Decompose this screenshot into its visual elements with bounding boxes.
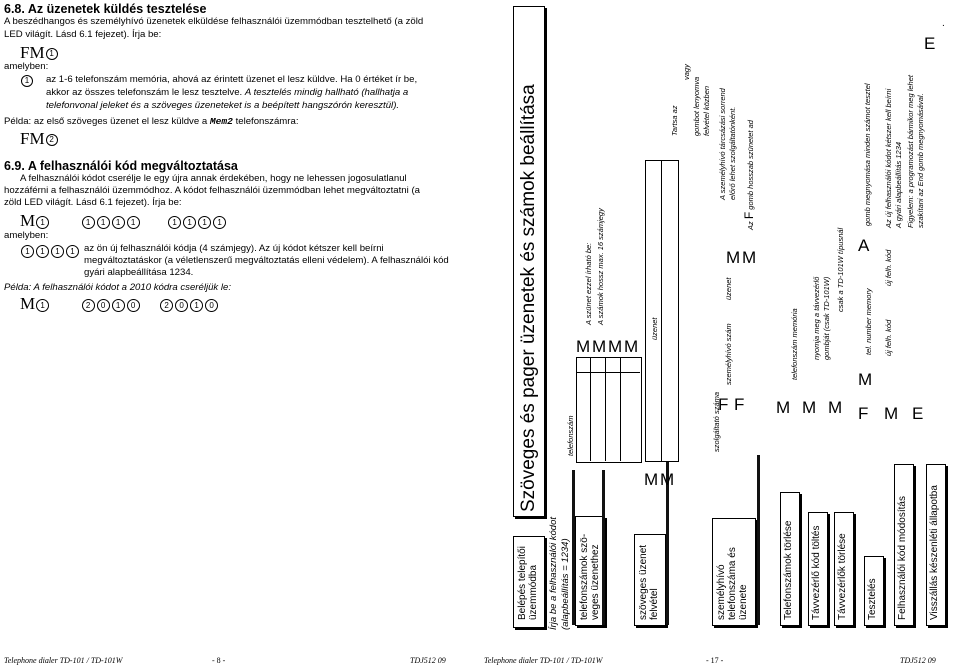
box-testing-label: Tesztelés — [867, 578, 878, 620]
key-m-del: M — [776, 398, 791, 417]
s68-item-line3: telefonvonal jeleket és a szöveges üzeneteket is a beépített hangszórón keresztül). — [46, 100, 400, 111]
s69-d1: az ön új felhasználói kódja (4 számjegy). Az új kódot kétszer kell beírni — [84, 243, 384, 254]
s69-d3: gyári alapbeállítása 1234. — [84, 267, 194, 278]
right-footer-title: Telephone dialer TD-101 / TD-101W — [484, 656, 603, 665]
legend-digit: 1 — [21, 245, 34, 258]
box-user-code-label: Felhasználói kód módosítás — [897, 496, 908, 620]
label-tartsa-3: gombot lenyomva — [692, 76, 701, 136]
label-f-key: F — [742, 211, 756, 220]
s69-p1: A felhasználói kódot cserélje le egy újra annak érdekében, hogy ne lehessen jogosulatlanul — [20, 173, 407, 184]
s68-example — [4, 116, 299, 129]
label-szemely-2: előrő lehet szolgáltatónként. — [728, 106, 737, 200]
s69-example-code — [20, 294, 219, 314]
ex-code-digit: 0 — [175, 299, 188, 312]
key-m-remote-del: M — [828, 398, 843, 417]
key-m-pager1: M — [726, 248, 741, 267]
label-tartsa-1: Tartsa az — [670, 105, 679, 136]
key-m-row2: M — [592, 337, 607, 356]
code-m-change — [20, 211, 227, 231]
section-6-9-title: 6.9. A felhasználói kód megváltoztatása — [4, 159, 238, 173]
label-szolgaltato: szolgáltató száma — [712, 391, 721, 452]
label-szemelyhivo: személyhívó szám — [724, 323, 733, 385]
message-grid-2 — [661, 160, 679, 462]
s68-item-line2 — [46, 87, 408, 100]
label-az-f — [742, 120, 756, 230]
ex-m-letter: M — [20, 294, 36, 313]
key-m-pager2: M — [742, 248, 757, 267]
grid-line — [576, 372, 640, 373]
bar-pager — [757, 455, 760, 625]
s69-p2: hozzáférni a felhasználói üzemmódhoz. A kódot felhasználói üzemmódban lehet megváltoztatni (a — [4, 185, 420, 196]
s68-example-mem: Mem2 — [209, 116, 233, 127]
label-telefonszam-mem: telefonszám memória — [790, 308, 799, 380]
code-fm — [20, 43, 59, 63]
label-uzenet-1: üzenet — [650, 317, 659, 340]
label-gombjat: gombját (csak TD-101W) — [822, 276, 831, 360]
label-szunet: A szünet ezzel írható be: — [584, 242, 593, 325]
s68-example-text: Példa: az első szöveges üzenet el lesz küldve a — [4, 116, 208, 127]
label-uzenet-2: üzenet — [724, 277, 733, 300]
enter-code-line1: Írja be a felhasználói kódot — [548, 516, 559, 630]
key-m-row1: M — [576, 337, 591, 356]
key-m-msg1: M — [644, 470, 659, 489]
right-footer-page: - 17 - — [706, 656, 724, 665]
repeat-code-digit: 1 — [213, 216, 226, 229]
box-text-message-label: szöveges üzenet felvétel — [638, 544, 660, 620]
ex-code-digit: 0 — [205, 299, 218, 312]
legend-digit: 1 — [66, 245, 79, 258]
s68-item-line2-italic: A tesztelés mindig hallható (hallhatja a — [244, 87, 409, 98]
ex-code-digit: 0 — [97, 299, 110, 312]
s69-d2: megváltoztatáskor (a véletlenszerű megváltoztatás elleni védelem). A felhasználói kód — [84, 255, 449, 266]
label-tartsa-4: felvétel közben — [702, 85, 711, 136]
ex-code-digit: 1 — [112, 299, 125, 312]
legend-digit: 1 — [36, 245, 49, 258]
code-m-digit: 1 — [36, 216, 49, 229]
right-page — [480, 0, 960, 667]
label-uj-felh-kod: Az új felhasználói kódot kétszer kell beírni — [884, 88, 893, 228]
new-code-digit: 1 — [127, 216, 140, 229]
diagram-title: Szöveges és pager üzenetek és számok beállítása — [518, 84, 539, 512]
label-hossz: A számok hossz max. 16 számjegy — [596, 208, 605, 325]
key-m-code: M — [884, 404, 899, 423]
box-pager-label: személyhívó telefonszáma és üzenete — [716, 547, 749, 620]
s68-example-end: telefonszámra: — [235, 116, 299, 127]
s69-p3: zöld LED világít. Lásd 6.1 fejezet). Írja be: — [4, 197, 182, 208]
legend-digit: 1 — [51, 245, 64, 258]
code-m-letter: M — [20, 211, 36, 230]
new-code-digit: 1 — [112, 216, 125, 229]
new-code-digit: 1 — [97, 216, 110, 229]
corner-dot: . — [942, 18, 945, 29]
left-footer-page: - 8 - — [212, 656, 226, 665]
key-e-end: E — [924, 34, 936, 53]
s68-intro-line2: LED világít. Lásd 6.1 fejezet). Írja be: — [4, 29, 162, 40]
label-tel-number: tel. number memory — [864, 288, 873, 355]
grid-line — [590, 357, 591, 461]
box-enter-install-label: Belépés telepítői üzemmódba — [517, 546, 539, 620]
repeat-code-digit: 1 — [198, 216, 211, 229]
label-uj-felh-1: új felh. kód — [884, 319, 893, 356]
key-f-test: F — [858, 404, 869, 423]
left-page — [0, 0, 478, 667]
key-m-msg2: M — [660, 470, 675, 489]
box-delete-numbers-label: Telefonszámok törlése — [783, 520, 794, 620]
example-code-fm-letters: FM — [20, 129, 45, 148]
s69-amelyben: amelyben: — [4, 230, 49, 241]
s69-example: Példa: A felhasználói kódot a 2010 kódra cseréljük le: — [4, 282, 232, 293]
section-6-8-title: 6.8. Az üzenetek küldés tesztelése — [4, 2, 207, 16]
key-m-test: M — [858, 370, 873, 389]
left-footer-title: Telephone dialer TD-101 / TD-101W — [4, 656, 123, 665]
repeat-code-digit: 1 — [168, 216, 181, 229]
ex-m-digit: 1 — [36, 299, 49, 312]
label-uj-felh-2: új felh. kód — [884, 249, 893, 286]
label-szakitani: szakítani az End gomb megnyomásával. — [916, 93, 925, 228]
key-m-row4: M — [624, 337, 639, 356]
s68-intro-line1: A beszédhangos és személyhívó üzenetek elküldése felhasználói üzemmódban tesztelhető (a zöld — [4, 16, 424, 27]
key-f-2: F — [734, 395, 745, 414]
label-nyomja: nyomja meg a távvezérlő — [812, 276, 821, 360]
label-figyelem: Figyelem: a programozást bármikor meg lehet — [906, 75, 915, 228]
label-szemely-1: A személyhívó tárcsázási sorrend — [718, 88, 727, 200]
code-fm-digit: 1 — [46, 48, 58, 60]
example-code-fm — [20, 129, 59, 149]
ex-code-digit: 2 — [160, 299, 173, 312]
label-test-line: gomb megnyomása minden számot tesztel — [863, 83, 872, 226]
left-footer-code: TDJ512 09 — [410, 656, 446, 665]
repeat-code-digit: 1 — [183, 216, 196, 229]
ex-code-digit: 0 — [127, 299, 140, 312]
example-code-fm-digit: 2 — [46, 134, 58, 146]
s68-amelyben: amelyben: — [4, 61, 49, 72]
s68-item-digit: 1 — [21, 75, 33, 87]
key-m-remote: M — [802, 398, 817, 417]
enter-code-line2: (alapbeállítás = 1234) — [560, 538, 571, 630]
box-phone-numbers-label: telefonszámok szöveges üzenethez — [579, 533, 601, 620]
code-fm-letters: FM — [20, 43, 45, 62]
grid-line — [620, 357, 621, 461]
label-az-rest: gomb hosszab szünetet ad — [746, 120, 755, 210]
new-code-digit: 1 — [82, 216, 95, 229]
bar-phones — [602, 470, 605, 625]
right-footer-code: TDJ512 09 — [900, 656, 936, 665]
label-tartsa-2: vagy — [682, 64, 691, 80]
key-a-test: A — [858, 236, 870, 255]
key-e-standby: E — [912, 404, 924, 423]
key-f-1: F — [718, 395, 729, 414]
s68-item-line1: az 1-6 telefonszám memória, ahová az érintett üzenet el lesz küldve. Ha 0 értéket ír be, — [46, 74, 418, 85]
s69-code-legend — [20, 243, 80, 261]
grid-line — [605, 357, 606, 461]
label-az: Az — [746, 221, 755, 230]
label-telefonszam: telefonszám — [566, 415, 575, 456]
ex-code-digit: 2 — [82, 299, 95, 312]
label-gyari: A gyári alapbeállítás 1234 — [894, 141, 903, 228]
bar-enter — [572, 470, 575, 625]
ex-code-digit: 1 — [190, 299, 203, 312]
box-remote-delete-label: Távvezérlők törlése — [837, 533, 848, 620]
box-return-standby-label: Visszállás készenléti állapotba — [929, 485, 940, 620]
key-m-row3: M — [608, 337, 623, 356]
s68-item-line2-text: akkor az összes telefonszám le lesz tesztelve. — [46, 87, 243, 98]
box-remote-load-label: Távvezérlő kód töltés — [811, 525, 822, 620]
label-csak: csak a TD-101W típusnál — [836, 227, 845, 312]
